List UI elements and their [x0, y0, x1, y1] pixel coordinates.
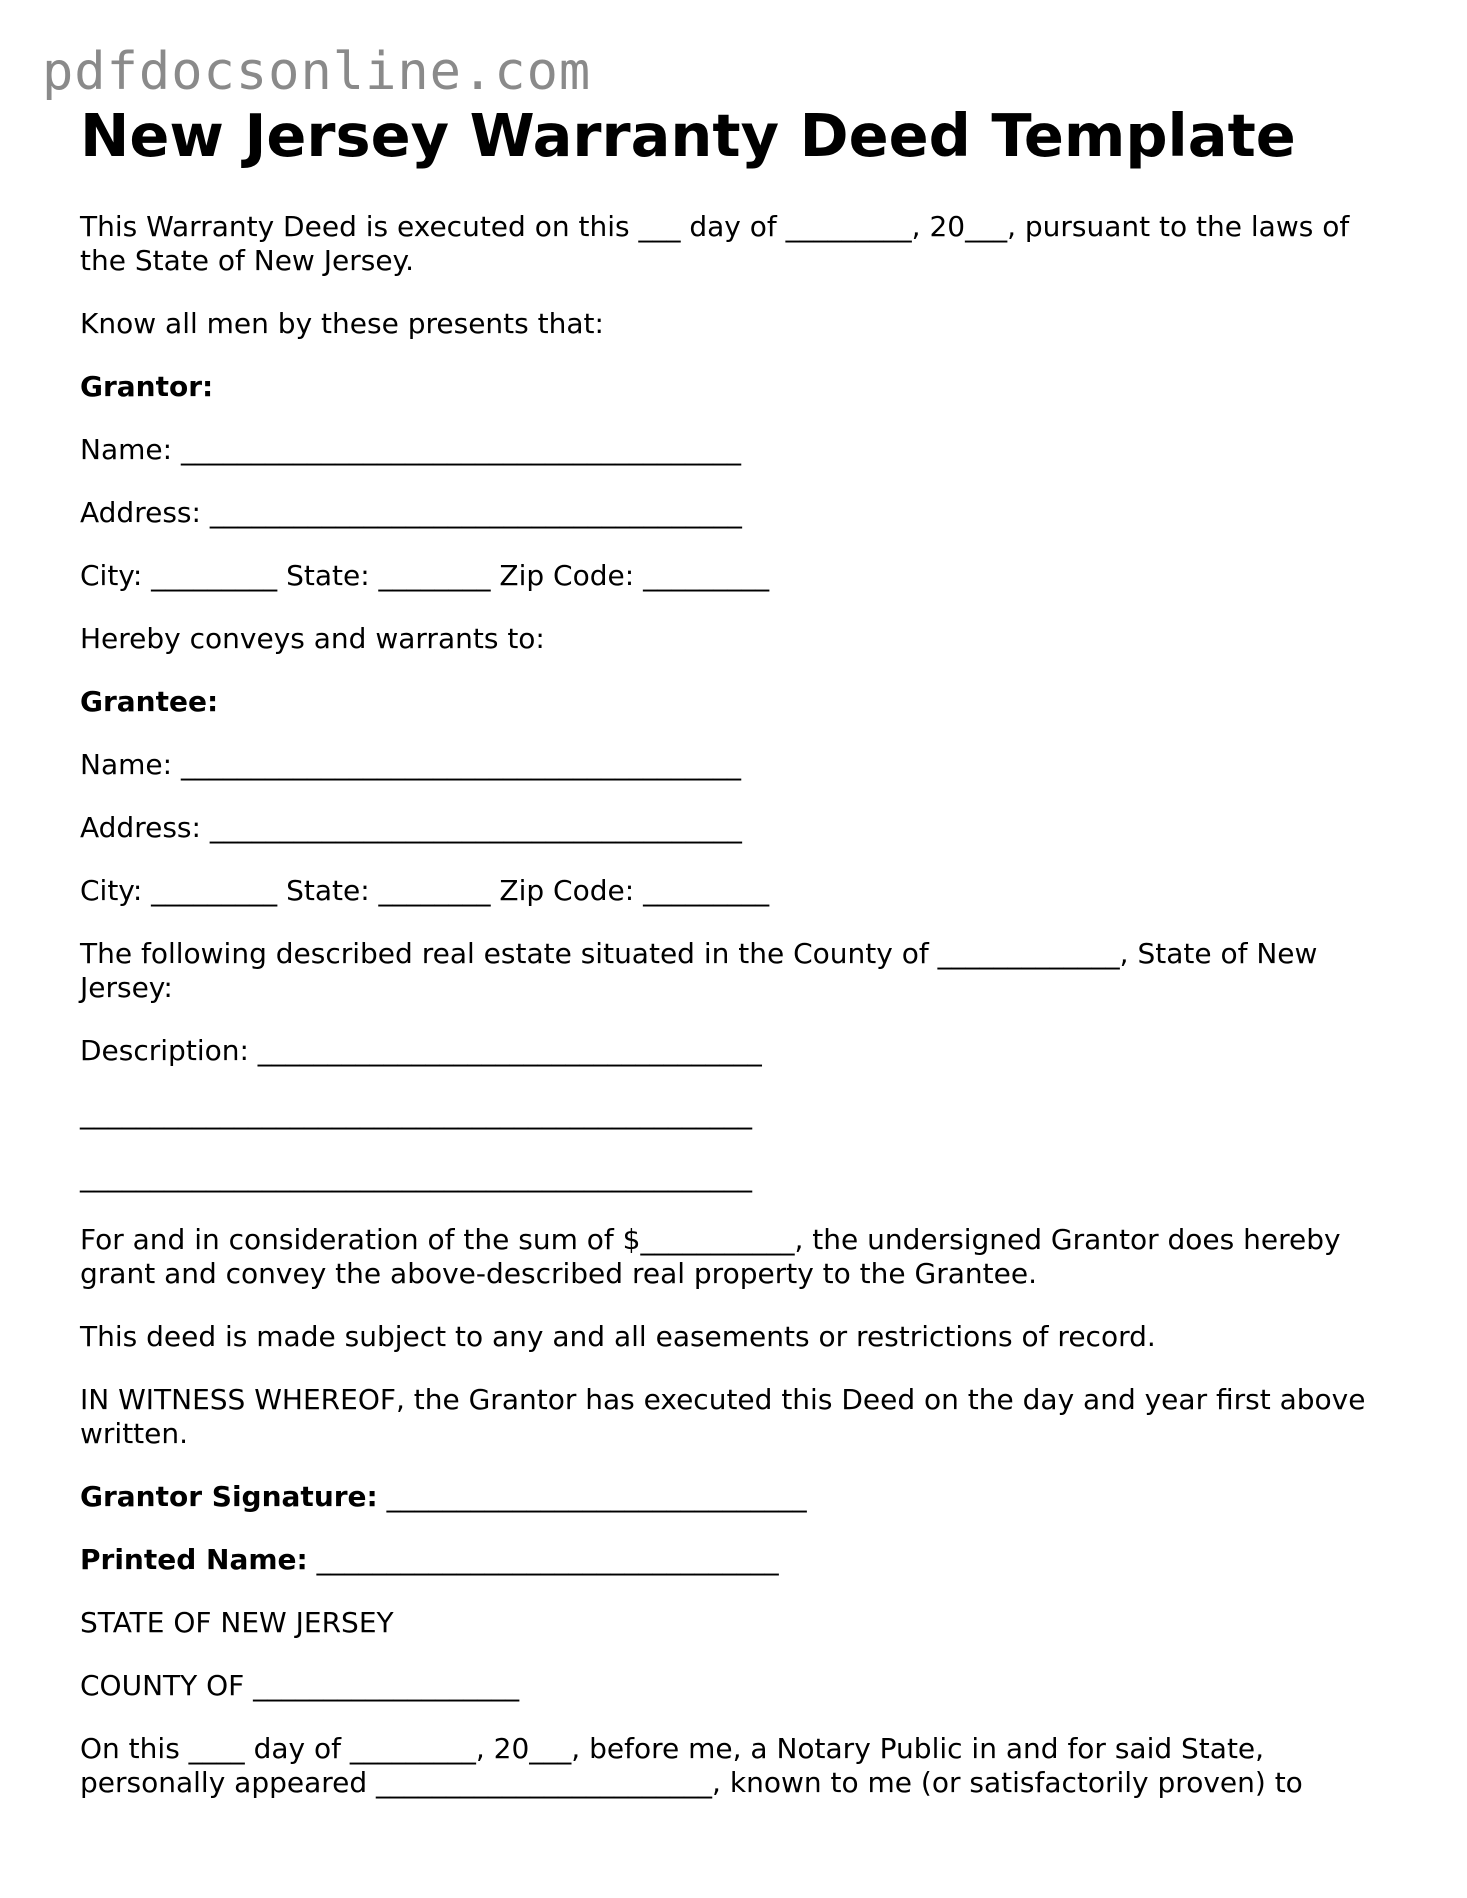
grantor-city-state-zip-field: City: _________ State: ________ Zip Code: _________ — [80, 559, 770, 592]
printed-name-field — [80, 1543, 1390, 1577]
consideration-paragraph: For and in consideration of the sum of $___________, the undersigned Grantor does hereby grant and convey the above-described real property to the Grantee. — [80, 1223, 1350, 1290]
printed-name-line: _________________________________ — [316, 1543, 779, 1576]
grantee-city-state-zip-field: City: _________ State: ________ Zip Code: _________ — [80, 874, 770, 907]
notary-statement: On this ____ day of _________, 20___, before me, a Notary Public in and for said State, personally appeared ________________________, known to me (or satisfactorily proven) to — [80, 1732, 1303, 1799]
description-blank-line: ________________________________________________ — [80, 1160, 752, 1193]
description-blank-line: ________________________________________________ — [80, 1097, 752, 1130]
intro-paragraph: This Warranty Deed is executed on this ___ day of _________, 20___, pursuant to the laws of the State of New Jersey. — [80, 210, 1359, 277]
conveys-paragraph: Hereby conveys and warrants to: — [80, 622, 545, 655]
description-field: Description: ____________________________________ — [80, 1034, 762, 1067]
grantee-address-field: Address: ______________________________________ — [80, 811, 742, 844]
grantee-name-field: Name: ________________________________________ — [80, 748, 741, 781]
grantor-heading: Grantor: — [80, 370, 214, 403]
watermark-text: pdfdocsonline.com — [42, 42, 592, 102]
grantor-signature-field — [80, 1480, 1390, 1514]
witness-paragraph: IN WITNESS WHEREOF, the Grantor has executed this Deed on the day and year first above written. — [80, 1383, 1375, 1450]
notary-county-line: COUNTY OF ___________________ — [80, 1669, 520, 1702]
grantor-signature-line: ______________________________ — [386, 1480, 807, 1513]
grantor-signature-label: Grantor Signature: — [80, 1480, 378, 1513]
grantor-address-field: Address: ______________________________________ — [80, 496, 742, 529]
subject-to-paragraph: This deed is made subject to any and all easements or restrictions of record. — [80, 1320, 1156, 1353]
notary-state-line: STATE OF NEW JERSEY — [80, 1606, 394, 1639]
deed-body — [80, 210, 1390, 1829]
county-paragraph: The following described real estate situated in the County of _____________, State of New Jersey: — [80, 937, 1327, 1004]
printed-name-label: Printed Name: — [80, 1543, 308, 1576]
grantor-name-field: Name: ________________________________________ — [80, 433, 741, 466]
grantee-heading: Grantee: — [80, 685, 219, 718]
document-title: New Jersey Warranty Deed Template — [80, 101, 1296, 170]
know-all-paragraph: Know all men by these presents that: — [80, 307, 604, 340]
